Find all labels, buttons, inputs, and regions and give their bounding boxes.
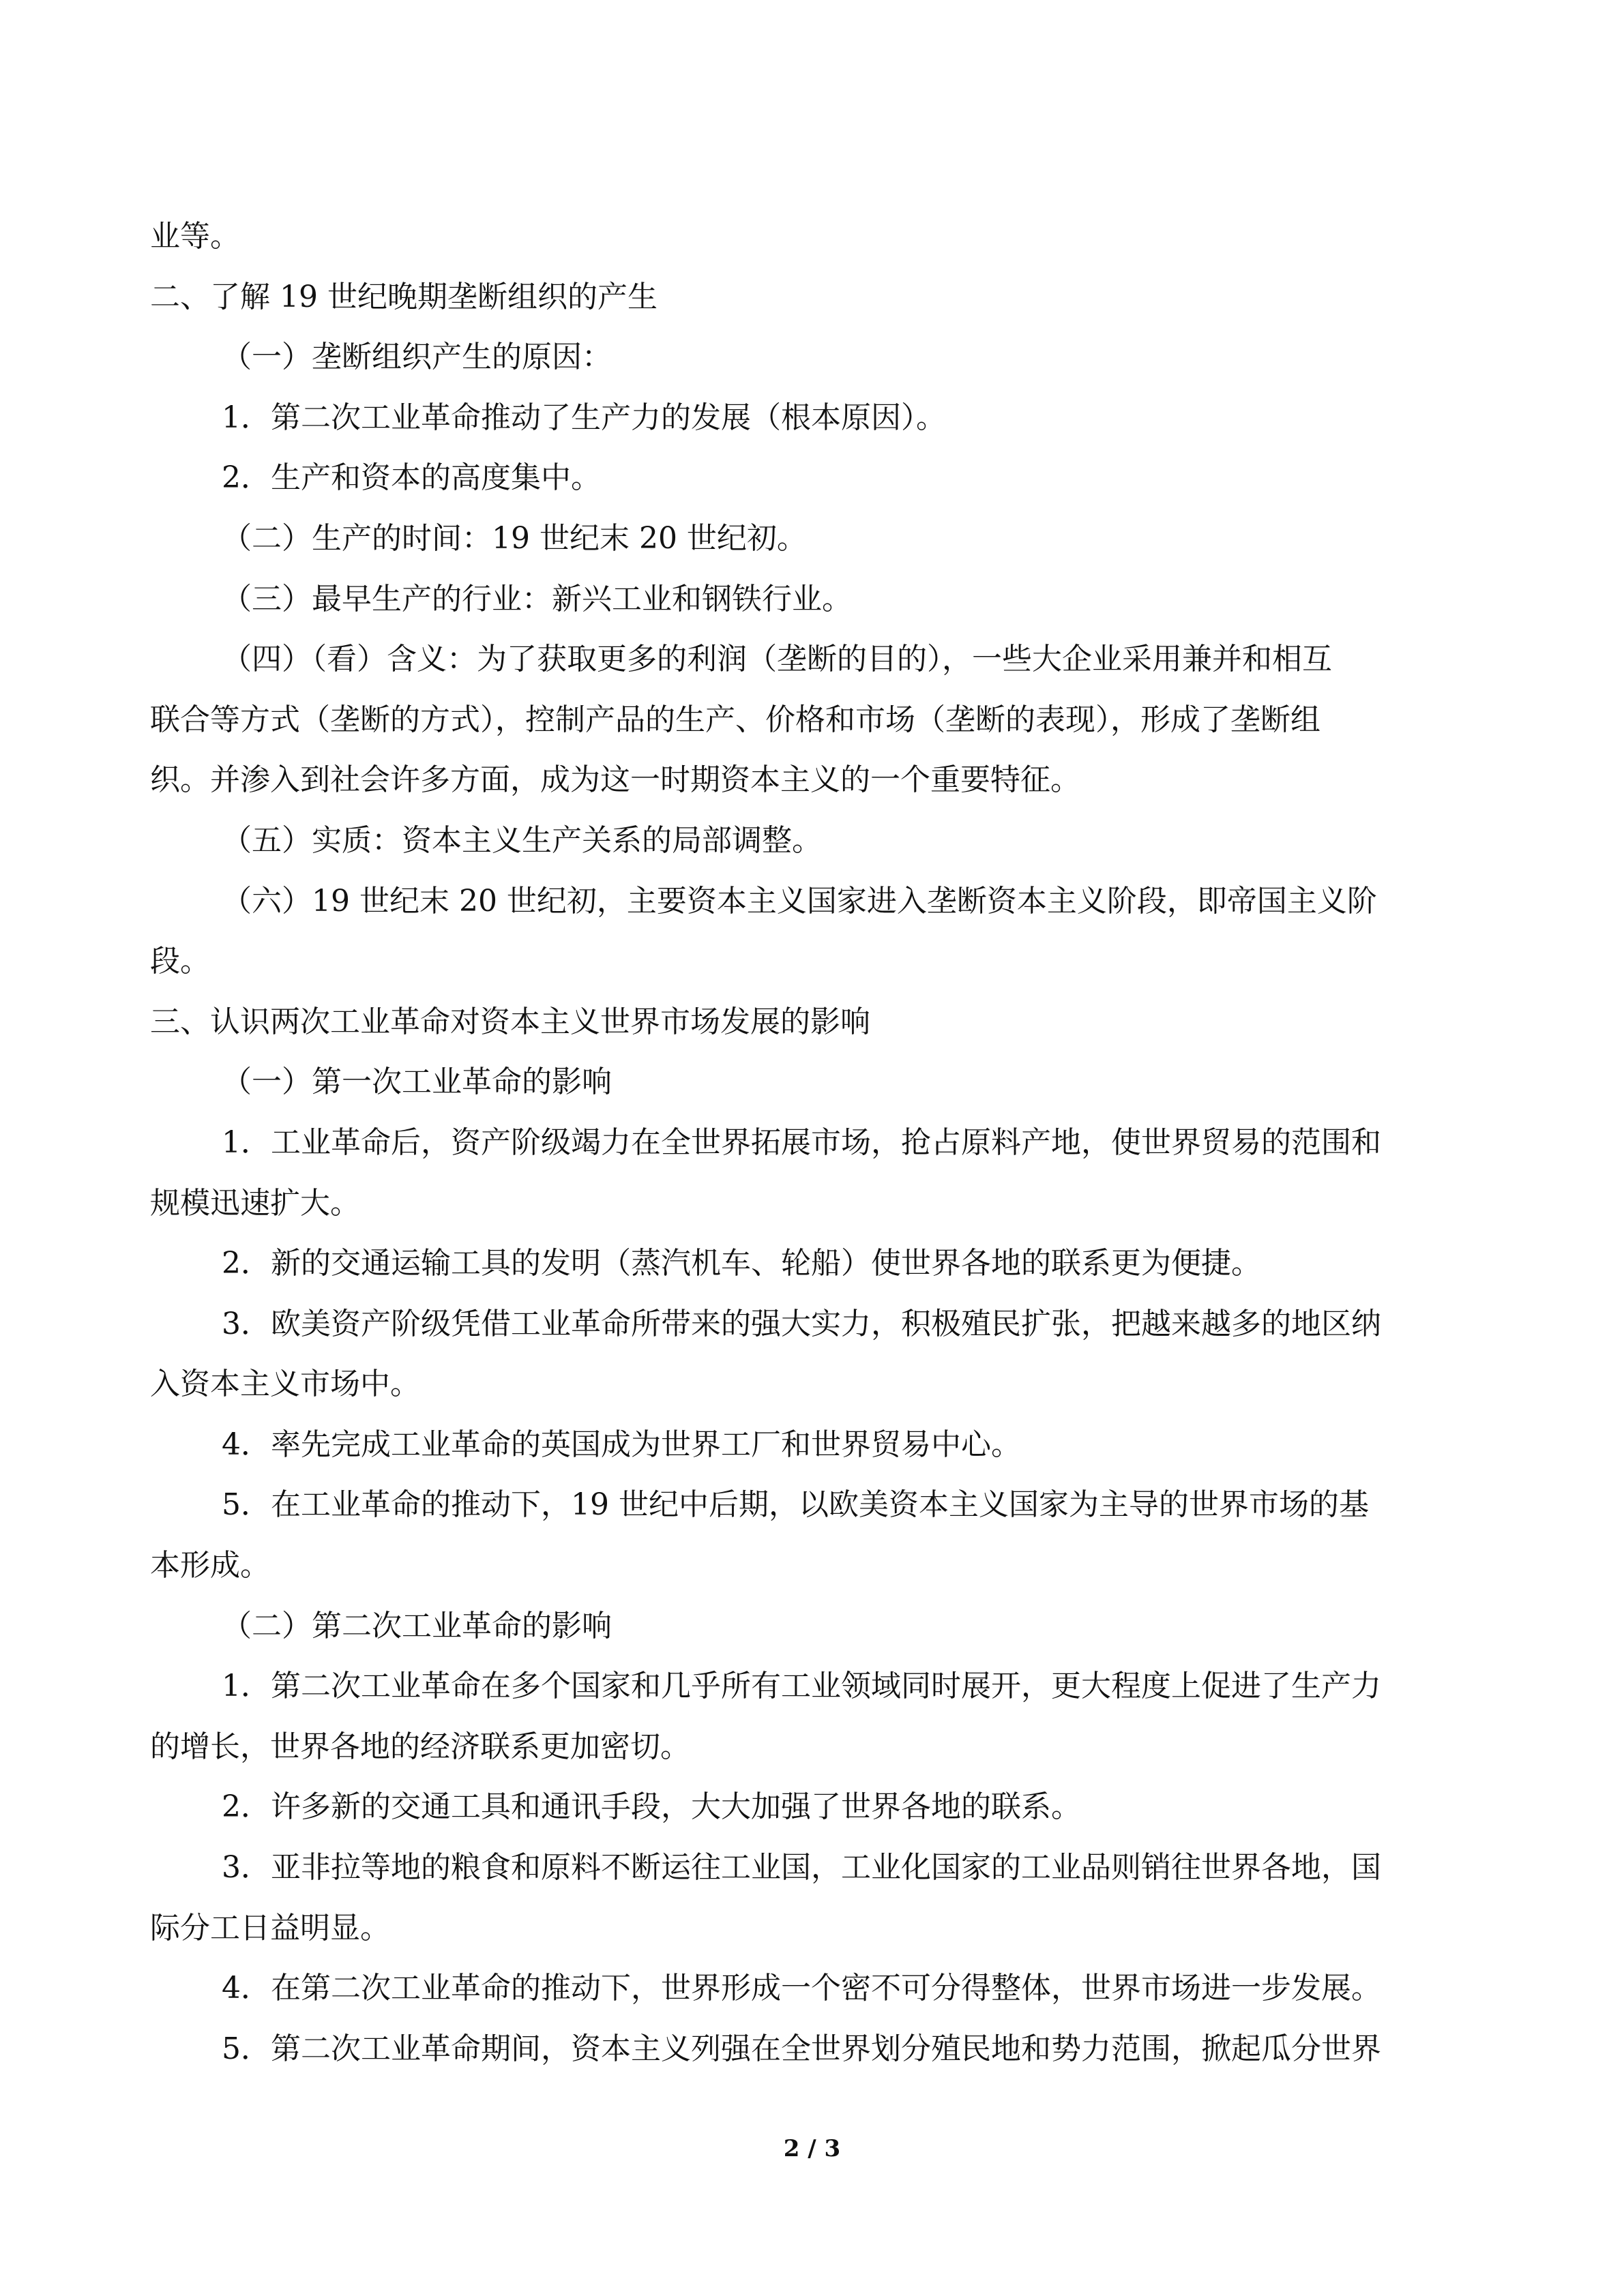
- list-item-continuation: 的增长，世界各地的经济联系更加密切。: [150, 1729, 690, 1764]
- list-item: 3．亚非拉等地的粮食和原料不断运往工业国，工业化国家的工业品则销往世界各地，国: [222, 1850, 1381, 1885]
- paragraph-line: 联合等方式（垄断的方式），控制产品的生产、价格和市场（垄断的表现），形成了垄断组: [150, 702, 1320, 737]
- page-number: 2 / 3: [783, 2135, 841, 2162]
- list-item: 1．第二次工业革命在多个国家和几乎所有工业领域同时展开，更大程度上促进了生产力: [222, 1669, 1381, 1704]
- paragraph-line: 段。: [150, 944, 210, 979]
- paragraph-line: （四）（看）含义：为了获取更多的利润（垄断的目的），一些大企业采用兼并和相互: [222, 642, 1332, 677]
- document-body: [150, 207, 1476, 2079]
- list-item: 5．第二次工业革命期间，资本主义列强在全世界划分殖民地和势力范围，掀起瓜分世界: [222, 2031, 1381, 2066]
- list-item-continuation: 入资本主义市场中。: [150, 1367, 420, 1402]
- list-item: 1．工业革命后，资产阶级竭力在全世界拓展市场，抢占原料产地，使世界贸易的范围和: [222, 1124, 1381, 1160]
- list-item: 2．许多新的交通工具和通讯手段，大大加强了世界各地的联系。: [222, 1789, 1081, 1825]
- subsection-heading: （二）生产的时间：19 世纪末 20 世纪初。: [222, 520, 807, 556]
- subsection-heading: （二）第二次工业革命的影响: [222, 1608, 612, 1643]
- section-heading: 二、了解 19 世纪晚期垄断组织的产生: [150, 279, 658, 314]
- subsection-heading: （三）最早生产的行业：新兴工业和钢铁行业。: [222, 581, 852, 616]
- list-item: 2．新的交通运输工具的发明（蒸汽机车、轮船）使世界各地的联系更为便捷。: [222, 1246, 1261, 1281]
- list-item-continuation: 本形成。: [150, 1548, 270, 1583]
- list-item-continuation: 规模迅速扩大。: [150, 1185, 360, 1221]
- list-item-continuation: 际分工日益明显。: [150, 1910, 390, 1945]
- subsection-heading: （一）垄断组织产生的原因：: [222, 340, 612, 375]
- list-item: 2．生产和资本的高度集中。: [222, 460, 601, 496]
- paragraph-line: （六）19 世纪末 20 世纪初，主要资本主义国家进入垄断资本主义阶段，即帝国主义阶: [222, 883, 1377, 919]
- paragraph-line: 织。并渗入到社会许多方面，成为这一时期资本主义的一个重要特征。: [150, 762, 1080, 798]
- subsection-heading: （五）实质：资本主义生产关系的局部调整。: [222, 822, 822, 858]
- body-line: 业等。: [150, 219, 240, 254]
- list-item: 4．率先完成工业革命的英国成为世界工厂和世界贸易中心。: [222, 1427, 1021, 1462]
- list-item: 5．在工业革命的推动下，19 世纪中后期，以欧美资本主义国家为主导的世界市场的基: [222, 1487, 1369, 1523]
- list-item: 4．在第二次工业革命的推动下，世界形成一个密不可分得整体，世界市场进一步发展。: [222, 1971, 1381, 2006]
- list-item: 3．欧美资产阶级凭借工业革命所带来的强大实力，积极殖民扩张，把越来越多的地区纳: [222, 1306, 1381, 1341]
- subsection-heading: （一）第一次工业革命的影响: [222, 1064, 612, 1100]
- list-item: 1．第二次工业革命推动了生产力的发展（根本原因）。: [222, 400, 946, 435]
- section-heading: 三、认识两次工业革命对资本主义世界市场发展的影响: [150, 1004, 870, 1039]
